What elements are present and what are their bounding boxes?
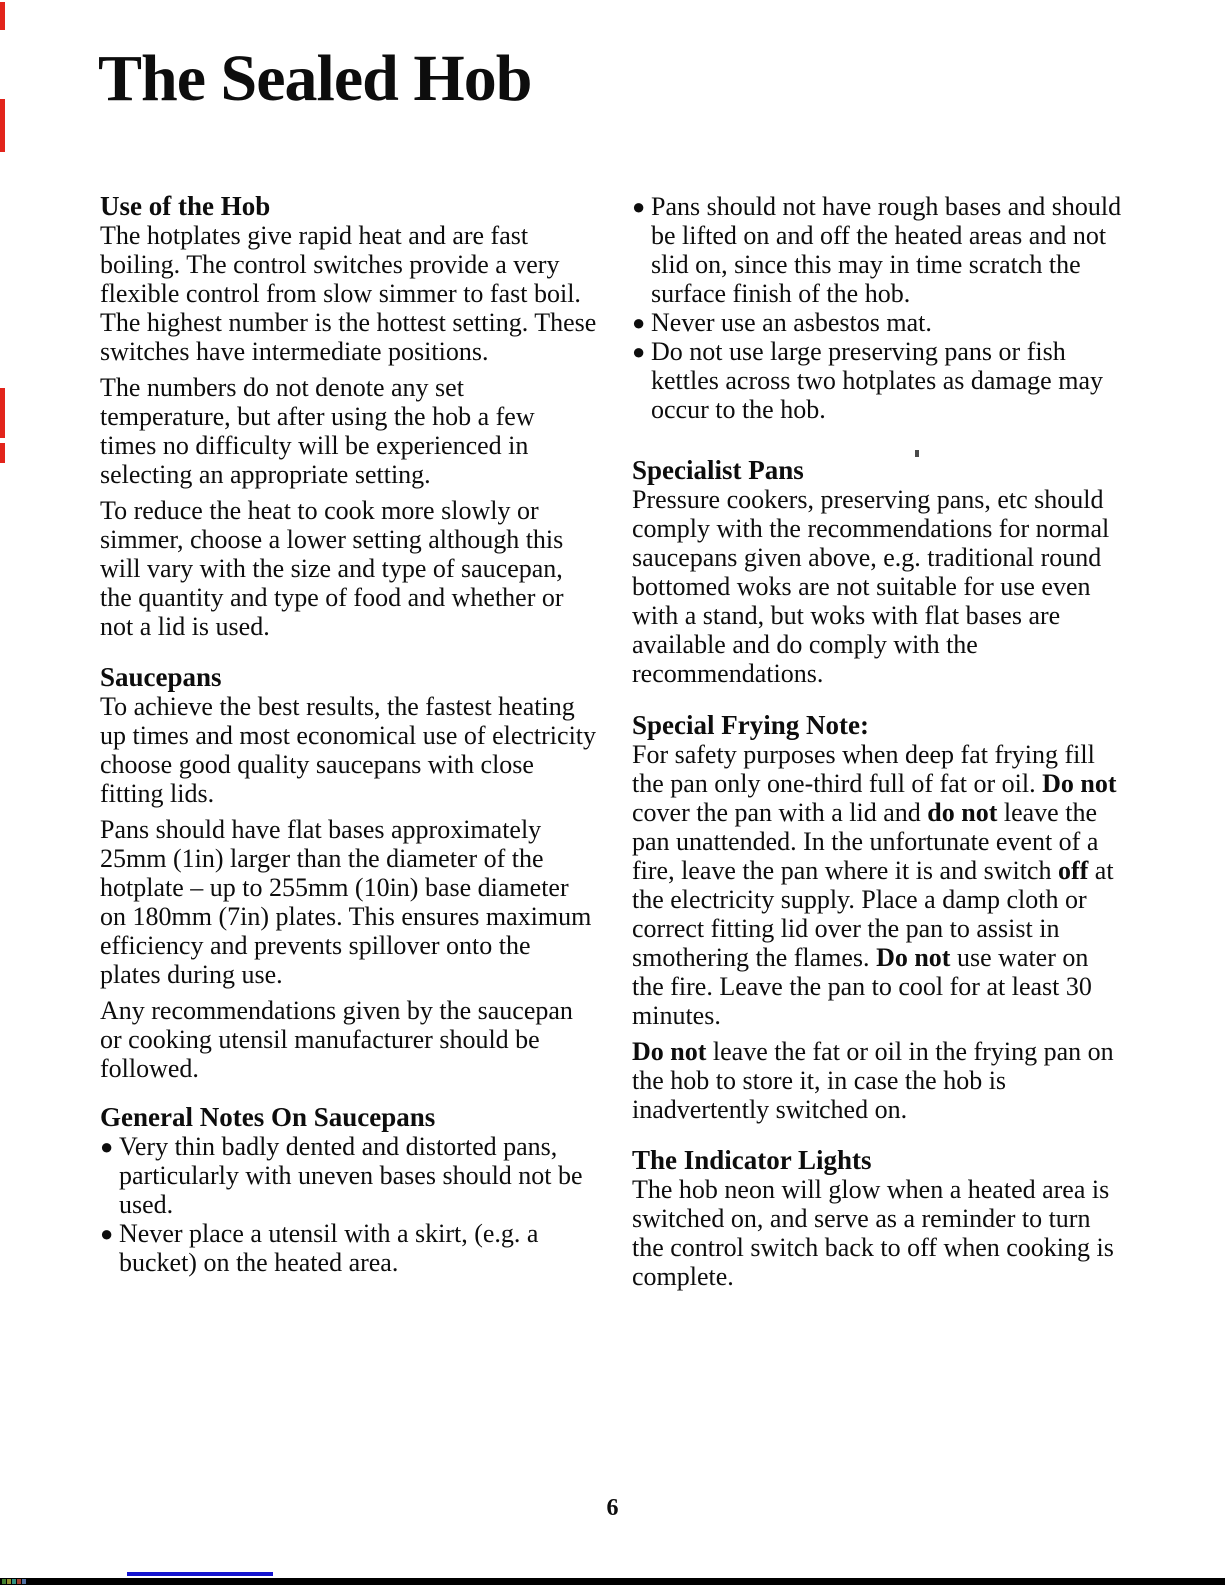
paragraph: The numbers do not denote any set temperature, but after using the hob a few times no difficulty will be experienced in selecting an appropriate setting. [100,373,535,489]
list-item [632,337,1124,424]
list-item [100,1219,597,1277]
paragraph: Any recommendations given by the saucepan or cooking utensil manufacturer should be followed. [100,996,573,1083]
scan-artifact-speck [915,450,919,457]
scan-artifact-red-dash [0,2,5,30]
scan-artifact-red-dash [0,388,5,438]
bullet-icon: ● [632,339,646,364]
list-item-text: Never use an asbestos mat. [651,308,932,337]
list-item [632,308,1124,337]
list-item-text: Very thin badly dented and distorted pans, particularly with uneven bases should not be used. [119,1132,583,1219]
paragraph: The hob neon will glow when a heated area is switched on, and serve as a reminder to turn the control switch back to off when cooking is complete. [632,1175,1114,1291]
list-item [100,1132,597,1219]
section-heading-use-of-the-hob: Use of the Hob [100,191,271,221]
scan-artifact-blue-line [127,1572,273,1576]
left-column [100,192,597,1277]
section-heading-special-frying-note: Special Frying Note: [632,710,869,740]
bullet-icon: ● [100,1134,114,1159]
section-heading-saucepans: Saucepans [100,662,222,692]
bullet-icon: ● [632,310,646,335]
page-number: 6 [606,1495,619,1521]
bullet-icon: ● [632,194,646,219]
right-column [632,192,1124,1291]
list-item-text: Never place a utensil with a skirt, (e.g. a bucket) on the heated area. [119,1219,539,1277]
list-item-text: Do not use large preserving pans or fish kettles across two hotplates as damage may occur to the hob. [651,337,1103,424]
scan-artifact-speck [7,1579,11,1584]
scan-artifact-red-dash [0,99,5,152]
paragraph: The hotplates give rapid heat and are fast boiling. The control switches provide a very flexible control from slow simmer to fast boil. The highest number is the hottest setting. These switches have intermediate positions. [100,221,597,366]
list-item-text: Pans should not have rough bases and should be lifted on and off the heated areas and not slid on, since this may in time scratch the surface finish of the hob. [651,192,1122,308]
paragraph: Pans should have flat bases approximately 25mm (1in) larger than the diameter of the hotplate – up to 255mm (10in) base diameter on 180mm (7in) plates. This ensures maximum efficiency and prevents spillover onto the plates during use. [100,815,592,989]
paragraph: To reduce the heat to cook more slowly or simmer, choose a lower setting although this will vary with the size and type of saucepan, the quantity and type of food and whether or not a lid is used. [100,496,564,641]
paragraph: To achieve the best results, the fastest heating up times and most economical use of electricity choose good quality saucepans with close fitting lids. [100,692,597,808]
section-heading-indicator-lights: The Indicator Lights [632,1145,872,1175]
scan-artifact-speck [2,1579,6,1584]
scan-artifact-red-dash [0,443,5,463]
paragraph: For safety purposes when deep fat frying fill the pan only one-third full of fat or oil. Do not cover the pan with a lid and do not leave the pan unattended. In the unfortunate event of a fire, leave the pan where it is and switch off at the electricity supply. Place a damp cloth or correct fitting lid over the pan to assist in smothering the flames. Do not use water on the fire. Leave the pan to cool for at least 30 minutes. [632,740,1117,1030]
scan-artifact-speck [22,1579,26,1584]
scan-artifact-speck [12,1579,16,1584]
list-item [632,192,1124,308]
paragraph: Do not leave the fat or oil in the frying pan on the hob to store it, in case the hob is inadvertently switched on. [632,1037,1114,1124]
section-heading-specialist-pans: Specialist Pans [632,455,804,485]
scan-artifact-speck [17,1579,21,1584]
section-heading-general-notes: General Notes On Saucepans [100,1102,436,1132]
bullet-icon: ● [100,1221,114,1246]
page-title: The Sealed Hob [98,42,532,115]
scan-artifact-bottom-bar [0,1578,1225,1585]
paragraph: Pressure cookers, preserving pans, etc should comply with the recommendations for normal saucepans given above, e.g. traditional round bottomed woks are not suitable for use even with a stand, but woks with flat bases are available and do comply with the recommendations. [632,485,1110,688]
